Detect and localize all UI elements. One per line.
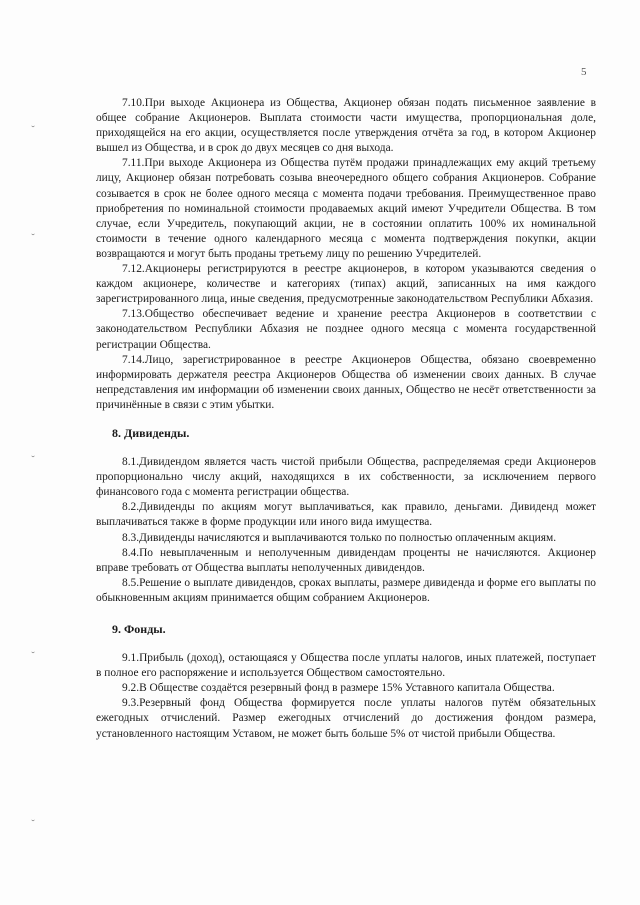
clause-9-1: 9.1.Прибыль (доход), остающаяся у Общества после уплаты налогов, иных платежей, поступает в полное его распоряжение и используется Обществом самостоятельно. — [96, 652, 596, 680]
binding-hole-mark: ˘ — [31, 233, 35, 244]
binding-hole-mark: ˘ — [31, 455, 35, 466]
page-number: 5 — [581, 66, 587, 78]
binding-hole-mark: ˘ — [31, 819, 35, 830]
clause-8-3: 8.3.Дивиденды начисляются и выплачиваются только по полностью оплаченным акциям. — [122, 531, 557, 544]
clause-7-14: 7.14.Лицо, зарегистрированное в реестре Акционеров Общества, обязано своевременно информировать держателя реестра Акционеров Общества об изменении своих данных. В случае непредставления им информации об изменении своих данных, Общество не несёт ответственности за причинённые в связи с этим убытки. — [96, 353, 596, 411]
binding-hole-mark: ˘ — [31, 651, 35, 662]
clause-9-2: 9.2.В Обществе создаётся резервный фонд в размере 15% Уставного капитала Общества. — [122, 682, 555, 695]
section-7 — [96, 96, 596, 413]
clause-7-11: 7.11.При выходе Акционера из Общества путём продажи принадлежащих ему акций третьему лицу, Акционер обязан потребовать созыва внеочередного общего собрания Акционеров. Собрание созывается в срок не более одного месяца с момента подачи требования. Преимущественное право приобретения по номинальной стоимости продаваемых акций имеют Учредители Общества. В том случае, если Учредитель, покупающий акции, не в состоянии оплатить 100% их номинальной стоимости в течение одного календарного месяца с момента подтверждения покупки, акции возвращаются и могут быть проданы третьему лицу по решению Учредителей. — [96, 157, 596, 260]
clause-7-12: 7.12.Акционеры регистрируются в реестре акционеров, в котором указываются сведения о каждом акционере, количестве и категориях (типах) акций, записанных на имя каждого зарегистрированного лица, иные сведения, предусмотренные законодательством Республики Абхазия. — [96, 263, 596, 306]
clause-7-10: 7.10.При выходе Акционера из Общества, Акционер обязан подать письменное заявление в общее собрание Акционеров. Выплата стоимости части имущества, пропорциональная доле, приходящейся на его акции, осуществляется после утверждения отчёта за год, в котором Акционер вышел из Общества, и в срок до двух месяцев со дня выхода. — [96, 97, 596, 155]
section-8 — [96, 455, 596, 606]
binding-hole-mark: ˘ — [31, 125, 35, 136]
clause-8-1: 8.1.Дивидендом является часть чистой прибыли Общества, распределяемая среди Акционеров пропорционально числу акций, находящихся в их собственности, за исключением первого финансового года с момента регистрации общества. — [96, 456, 596, 499]
section-heading-dividends: 8. Дивиденды. — [112, 425, 190, 440]
clause-7-13: 7.13.Общество обеспечивает ведение и хранение реестра Акционеров в соответствии с законодательством Республики Абхазия не позднее одного месяца с момента государственной регистрации Общества. — [96, 308, 596, 351]
clause-8-2: 8.2.Дивиденды по акциям могут выплачиваться, как правило, деньгами. Дивиденд может выплачиваться также в форме продукции или иного вида имущества. — [96, 501, 596, 529]
clause-8-5: 8.5.Решение о выплате дивидендов, сроках выплаты, размере дивиденда и форме его выплаты по обыкновенным акциям принимается общим собранием Акционеров. — [96, 576, 596, 604]
document-body — [96, 96, 596, 742]
clause-8-4: 8.4.По невыплаченным и неполученным дивидендам проценты не начисляются. Акционер вправе требовать от Общества выплаты неполученных дивидендов. — [96, 546, 596, 574]
clause-9-3: 9.3.Резервный фонд Общества формируется после уплаты налогов путём обязательных ежегодных отчислений. Размер ежегодных отчислений до достижения фондом размера, установленного настоящим Уставом, не может быть больше 5% от чистой прибыли Общества. — [96, 697, 596, 740]
section-9 — [96, 651, 596, 742]
section-heading-funds: 9. Фонды. — [112, 622, 166, 636]
